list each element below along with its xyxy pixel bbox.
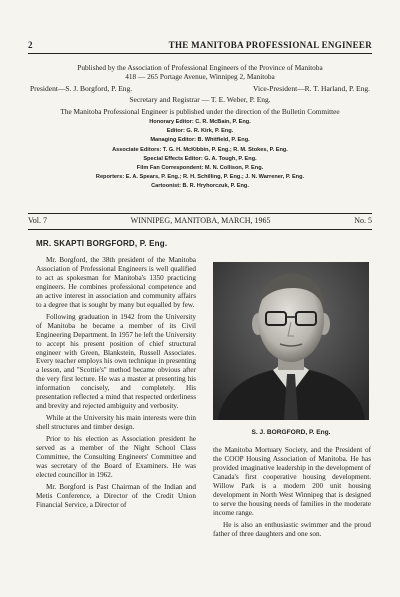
page-number: 2: [28, 40, 33, 50]
secretary-line: Secretary and Registrar — T. E. Weber, P. Eng.: [129, 95, 271, 104]
article-paragraph: Prior to his election as Association president he served as a member of the Night School Class Committee, the Consulting Engineers' Committee and was secretary of the Board of Examiners. He was elected councillor in 1962.: [36, 435, 196, 479]
publisher-line: Published by the Association of Professional Engineers of the Province of Manitoba: [77, 63, 323, 72]
article-paragraph: Mr. Borgford is Past Chairman of the Indian and Metis Conference, a Director of the Credit Union Financial Service, a Director of: [36, 482, 196, 509]
article-paragraph: Mr. Borgford, the 38th president of the Manitoba Association of Professional Engineers is well qualified to act as spokesman for Manitoba's 1350 practicing engineers. He combines professional competence and an active interest in association and community affairs to a degree that is sought by many but equalled by few.: [36, 256, 196, 309]
issue-rule-bottom: [28, 229, 372, 230]
president-line: President—S. J. Borgford, P. Eng.: [30, 84, 133, 93]
vice-president-line: Vice-President—R. T. Harland, P. Eng.: [253, 84, 370, 93]
bulletin-note: The Manitoba Professional Engineer is published under the direction of the Bulletin Committee: [60, 107, 340, 116]
editor-line: Film Fan Correspondent: M. N. Collison, P. Eng.: [136, 165, 264, 172]
portrait-photo: [213, 262, 369, 420]
issue-number: No. 5: [354, 216, 372, 225]
article-right-column: [213, 446, 371, 542]
issue-date: WINNIPEG, MANITOBA, MARCH, 1965: [130, 216, 271, 225]
publisher-address: 418 — 265 Portage Avenue, Winnipeg 2, Manitoba: [125, 72, 275, 81]
header-rule: [28, 53, 372, 54]
editor-line: Editor: G. R. Kirk, P. Eng.: [166, 128, 234, 135]
portrait-image: [213, 262, 369, 420]
issue-rule-top: [28, 213, 372, 214]
editor-line: Honorary Editor: C. R. McBain, P. Eng.: [149, 119, 251, 125]
article-paragraph: the Manitoba Mortuary Society, and the President of the COOP Housing Association of Manitoba. He has provided imaginative leadership in the development of Canada's first cooperative housing development. Willow Park is a modern 200 unit housing development in North West Winnipeg that is designed to serve the housing needs of families in the moderate income range.: [213, 446, 371, 517]
publisher-info: [28, 63, 372, 81]
article-left-column: [36, 256, 196, 513]
article-paragraph: He is also an enthusiastic swimmer and the proud father of three daughters and one son.: [213, 520, 371, 538]
article-paragraph: Following graduation in 1942 from the University of Manitoba he became a member of its Civil Engineering Department. In 1957 he left the University to accept his present position of chief structural engineer with Green, Blankstein, Russell Associates. Every teacher employs his own technique in presenting a lesson, and "Scottie's" method became obvious after the very first lecture. He was a master at presenting his information concisely, and completely. His presentation reflected a mind that respected orderliness and brevity and rejected ambiguity and verbosity.: [36, 312, 196, 411]
volume: Vol. 7: [28, 216, 47, 225]
editor-line: Reporters: E. A. Spears, P. Eng.; R. H. Schilling, P. Eng.; J. N. Warrener, P. Eng.: [95, 174, 305, 181]
editor-line: Associate Editors: T. G. H. McKibbin, P. Eng.; R. M. Stokes, P. Eng.: [112, 146, 288, 153]
article-paragraph: While at the University his main interests were thin shell structures and timber design.: [36, 414, 196, 432]
article-title: MR. SKAPTI BORGFORD, P. Eng.: [36, 239, 168, 248]
editor-line: Special Effects Editor: G. A. Tough, P. Eng.: [143, 155, 257, 162]
editor-line: Cartoonist: B. R. Hryhorczuk, P. Eng.: [151, 183, 249, 190]
photo-caption: S. J. BORGFORD, P. Eng.: [251, 429, 331, 436]
editor-line: Managing Editor: B. Whitfield, P. Eng.: [150, 137, 250, 144]
issue-info: [28, 216, 372, 225]
publication-title: THE MANITOBA PROFESSIONAL ENGINEER: [168, 40, 372, 50]
editorial-staff: [28, 118, 372, 192]
